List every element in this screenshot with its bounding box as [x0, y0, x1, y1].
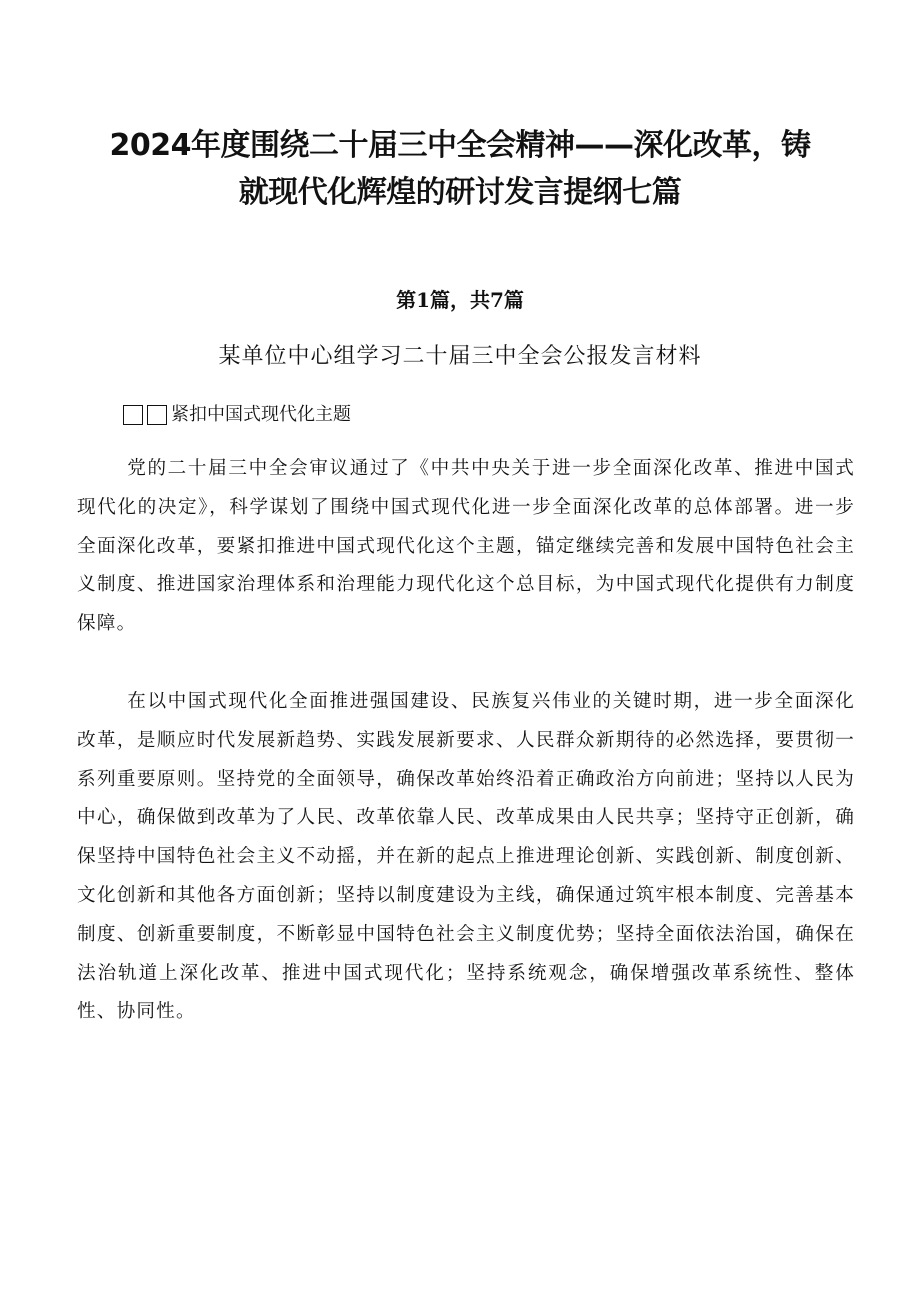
section-heading [123, 398, 351, 432]
placeholder-box-icon [123, 405, 143, 425]
body-paragraph: 在以中国式现代化全面推进强国建设、民族复兴伟业的关键时期，进一步全面深化改革，是顺应时代发展新趋势、实践发展新要求、人民群众新期待的必然选择，要贯彻一系列重要原则。坚持党的全面领导，确保改革始终沿着正确政治方向前进；坚持以人民为中心，确保做到改革为了人民、改革依靠人民、改革成果由人民共享；坚持守正创新，确保坚持中国特色社会主义不动摇，并在新的起点上推进理论创新、实践创新、制度创新、文化创新和其他各方面创新；坚持以制度建设为主线，确保通过筑牢根本制度、完善基本制度、创新重要制度，不断彰显中国特色社会主义制度优势；坚持全面依法治国，确保在法治轨道上深化改革、推进中国式现代化；坚持系统观念，确保增强改革系统性、整体性、协同性。 [77, 691, 855, 1023]
body-paragraph: 党的二十届三中全会审议通过了《中共中央关于进一步全面深化改革、推进中国式现代化的决定》，科学谋划了围绕中国式现代化进一步全面深化改革的总体部署。进一步全面深化改革，要紧扣推进中国式现代化这个主题，锚定继续完善和发展中国特色社会主义制度、推进国家治理体系和治理能力现代化这个总目标，为中国式现代化提供有力制度保障。 [77, 458, 855, 635]
part-number: 第1篇，共7篇 [396, 288, 524, 312]
document-title-line-2: 就现代化辉煌的研讨发言提纲七篇 [238, 175, 682, 210]
document-title-line-1: 2024年度围绕二十届三中全会精神——深化改革，铸 [109, 128, 811, 163]
section-heading-label: 紧扣中国式现代化主题 [171, 404, 351, 425]
document-subtitle: 某单位中心组学习二十届三中全会公报发言材料 [218, 344, 702, 369]
placeholder-box-icon [147, 405, 167, 425]
